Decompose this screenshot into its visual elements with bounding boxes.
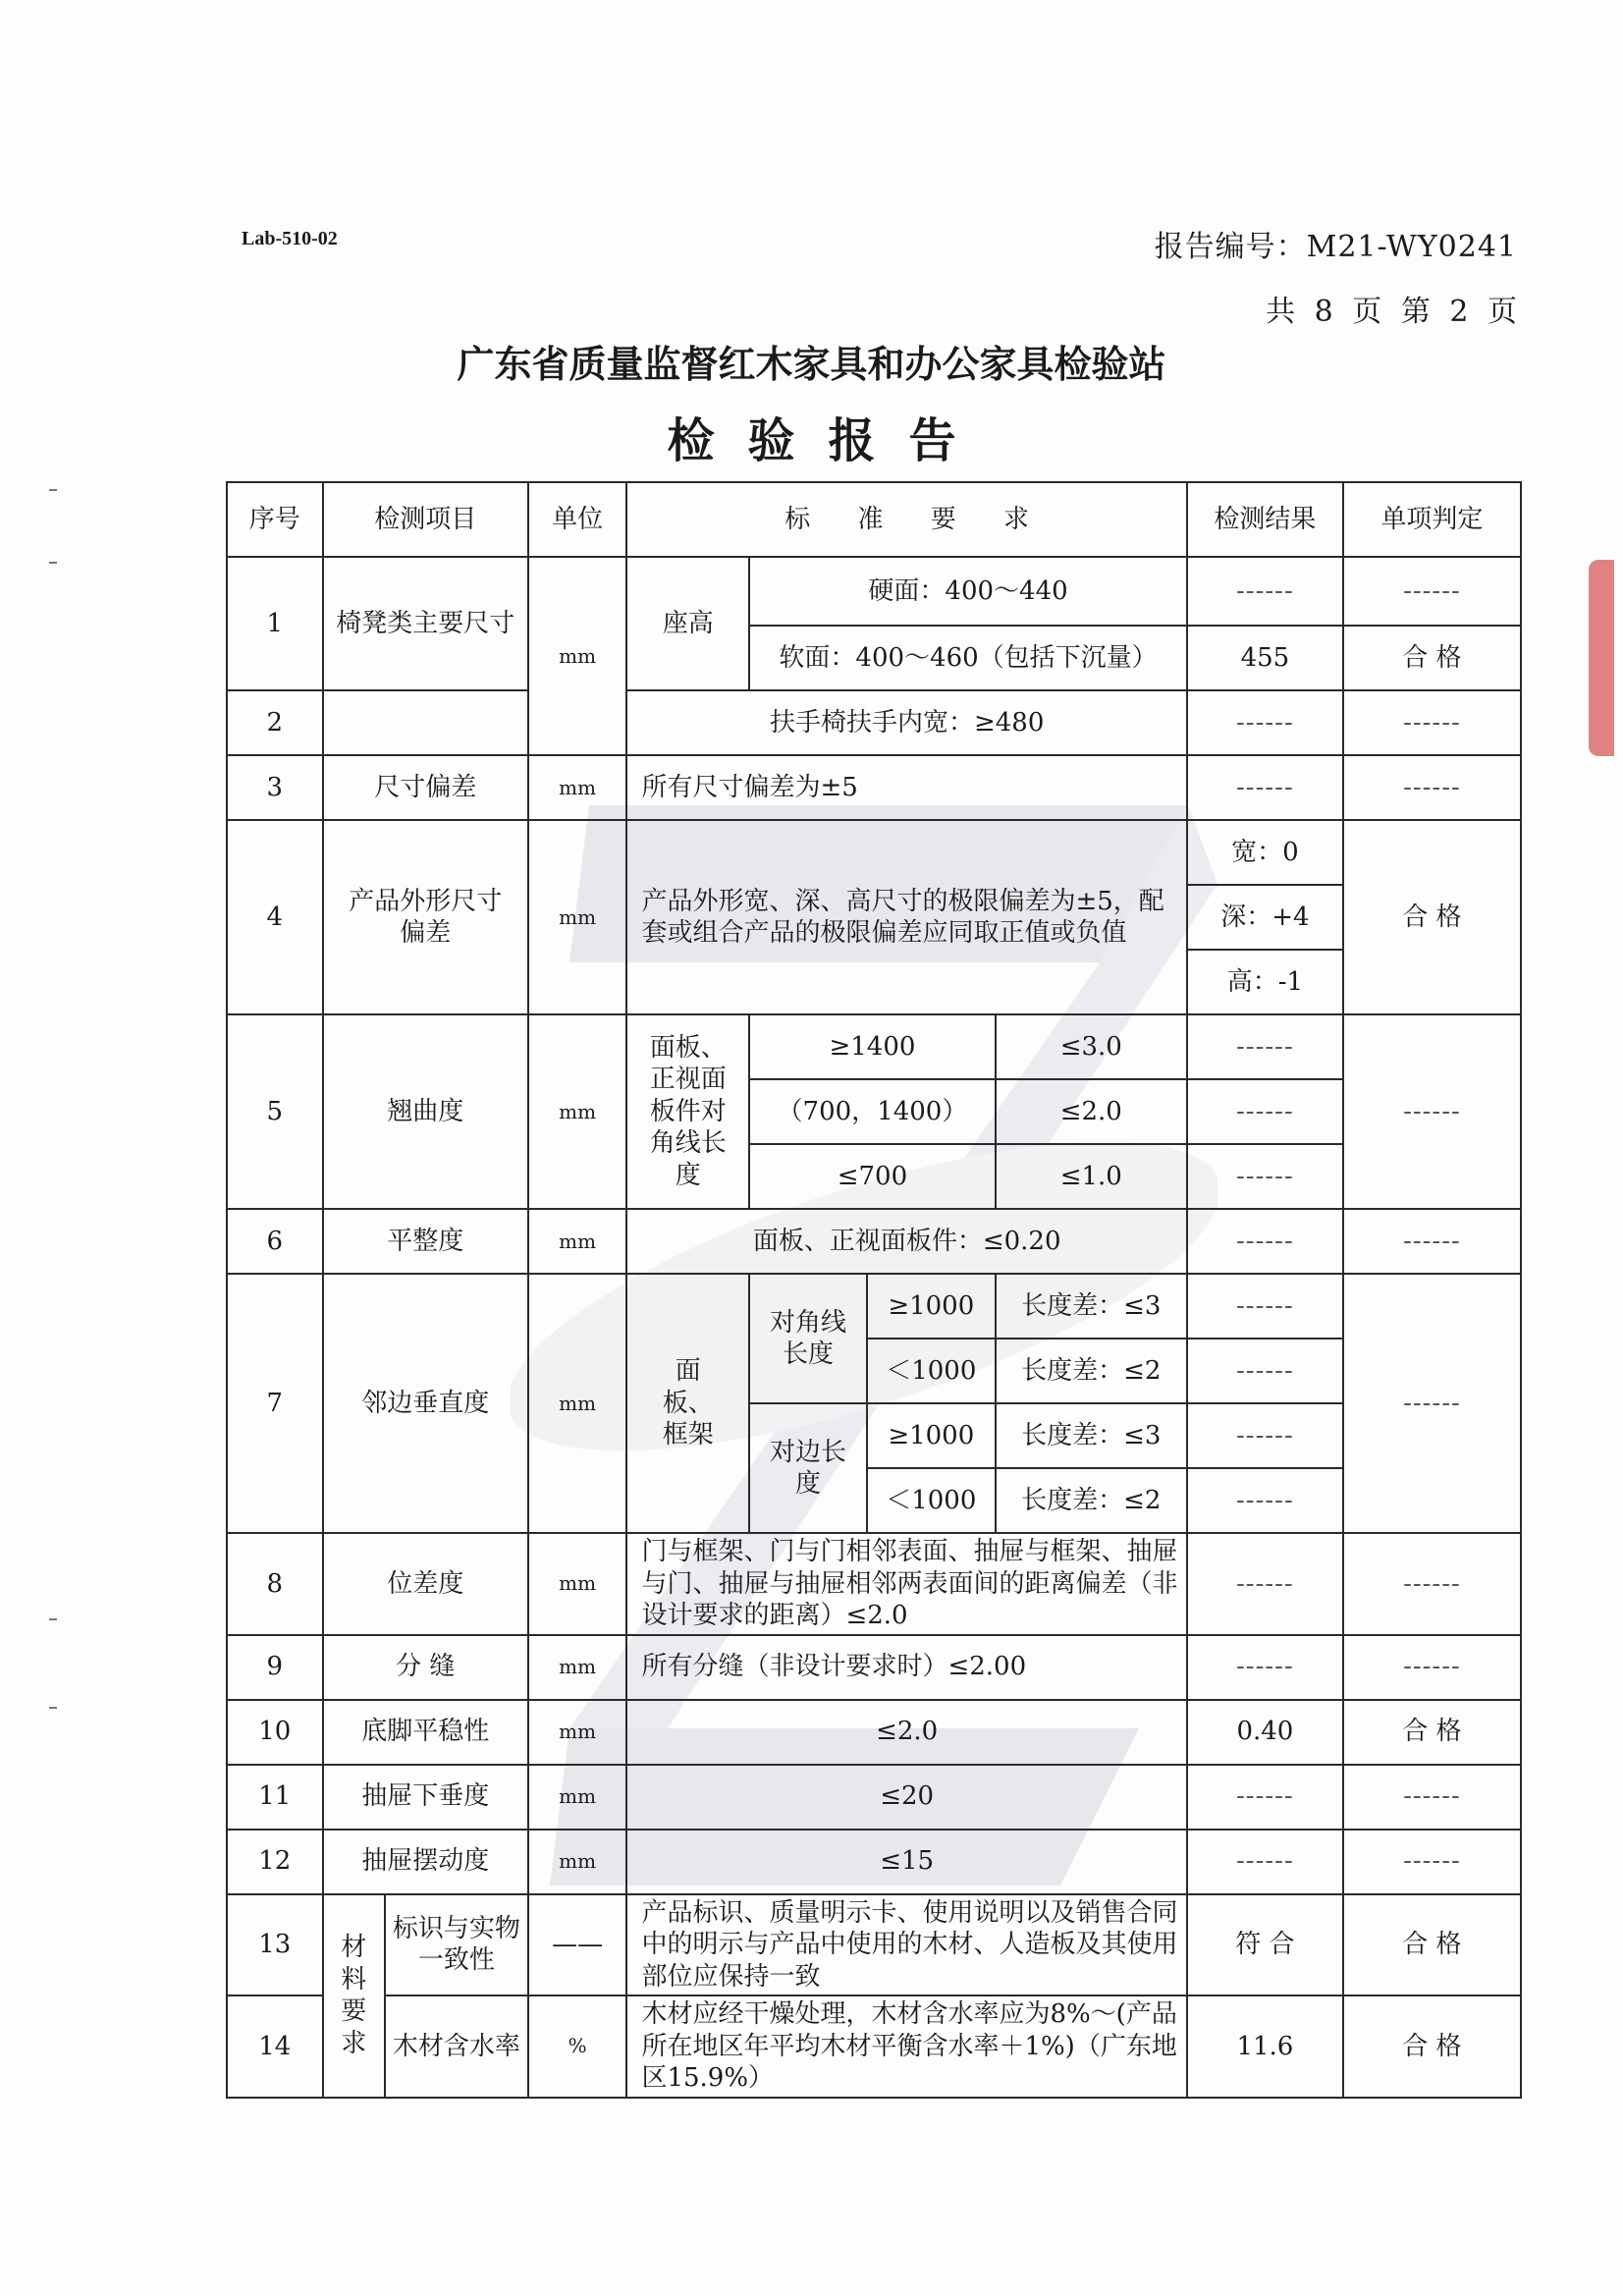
row-unit: mm bbox=[528, 1533, 627, 1635]
row-group: 面板、正视面板件对角线长度 bbox=[626, 1014, 749, 1209]
row-unit: mm bbox=[528, 1830, 627, 1894]
report-number: 报告编号：M21-WY0241 bbox=[1154, 230, 1517, 264]
row-unit: mm bbox=[528, 755, 627, 820]
organization-name: 广东省质量监督红木家具和办公家具检验站 bbox=[457, 343, 1166, 386]
col-requirement-header: 标 准 要 求 bbox=[626, 482, 1186, 557]
result-height: 高：-1 bbox=[1187, 950, 1343, 1014]
row-unit: mm bbox=[528, 1700, 627, 1765]
row-judgement: ------ bbox=[1343, 1274, 1521, 1533]
limit-value: 长度差：≤2 bbox=[996, 1339, 1187, 1403]
row-judgement: ------ bbox=[1343, 1635, 1521, 1700]
row-no: 6 bbox=[227, 1209, 323, 1274]
result-depth: 深：+4 bbox=[1187, 885, 1343, 950]
length-range: ＜1000 bbox=[867, 1468, 996, 1533]
row-requirement: 扶手椅扶手内宽：≥480 bbox=[626, 690, 1186, 755]
row-judgement: ------ bbox=[1343, 1014, 1521, 1209]
row-item: 翘曲度 bbox=[323, 1014, 528, 1209]
row-unit: mm bbox=[528, 1014, 627, 1209]
diagonal-label: 对角线长度 bbox=[749, 1274, 867, 1403]
row-result: ------ bbox=[1187, 1533, 1343, 1635]
row-no: 4 bbox=[227, 820, 323, 1014]
row-result: 11.6 bbox=[1187, 1995, 1343, 2098]
row-result: ------ bbox=[1187, 1403, 1343, 1468]
row-result: ------ bbox=[1187, 1144, 1343, 1209]
table-row bbox=[227, 1765, 1521, 1830]
row-unit: —— bbox=[528, 1894, 627, 1996]
row-requirement: 面板、正视面板件：≤0.20 bbox=[626, 1209, 1186, 1274]
row-result: ------ bbox=[1187, 1765, 1343, 1830]
col-result-header: 检测结果 bbox=[1187, 482, 1343, 557]
material-group: 材料要求 bbox=[323, 1894, 385, 2098]
limit-value: ≤1.0 bbox=[996, 1144, 1187, 1209]
row-judgement: ------ bbox=[1343, 1533, 1521, 1635]
table-row bbox=[227, 820, 1521, 885]
table-row bbox=[227, 1700, 1521, 1765]
row-requirement: 产品外形宽、深、高尺寸的极限偏差为±5，配套或组合产品的极限偏差应同取正值或负值 bbox=[626, 820, 1186, 1014]
row-requirement: 所有尺寸偏差为±5 bbox=[626, 755, 1186, 820]
row-unit: mm bbox=[528, 1274, 627, 1533]
limit-value: 长度差：≤3 bbox=[996, 1403, 1187, 1468]
row-requirement: ≤15 bbox=[626, 1830, 1186, 1894]
col-unit-header: 单位 bbox=[528, 482, 627, 557]
row-result: ------ bbox=[1187, 1468, 1343, 1533]
row-item: 木材含水率 bbox=[385, 1995, 528, 2098]
table-row bbox=[227, 755, 1521, 820]
row-no: 2 bbox=[227, 690, 323, 755]
scan-mark bbox=[49, 1618, 57, 1620]
limit-value: 长度差：≤3 bbox=[996, 1274, 1187, 1339]
row-item bbox=[323, 690, 528, 755]
row-no: 14 bbox=[227, 1995, 323, 2098]
row-item: 分 缝 bbox=[323, 1635, 528, 1700]
row-result: ------ bbox=[1187, 1635, 1343, 1700]
row-item: 标识与实物一致性 bbox=[385, 1894, 528, 1996]
limit-value: ≤2.0 bbox=[996, 1079, 1187, 1144]
row-judgement: ------ bbox=[1343, 1209, 1521, 1274]
row-no: 9 bbox=[227, 1635, 323, 1700]
row-judgement: ------ bbox=[1343, 1765, 1521, 1830]
col-item-header: 检测项目 bbox=[323, 482, 528, 557]
table-header-row bbox=[227, 482, 1521, 557]
row-unit: mm bbox=[528, 1209, 627, 1274]
length-range: （700，1400） bbox=[749, 1079, 996, 1144]
row-result: ------ bbox=[1187, 755, 1343, 820]
row-item: 平整度 bbox=[323, 1209, 528, 1274]
lab-code: Lab-510-02 bbox=[242, 228, 338, 249]
report-title: 检验报告 bbox=[667, 413, 990, 468]
row-requirement: ≤20 bbox=[626, 1765, 1186, 1830]
row-no: 12 bbox=[227, 1830, 323, 1894]
row-requirement: 所有分缝（非设计要求时）≤2.00 bbox=[626, 1635, 1186, 1700]
row-unit: mm bbox=[528, 557, 627, 755]
table-row bbox=[227, 1995, 1521, 2098]
row-judgement: 合 格 bbox=[1343, 1995, 1521, 2098]
row-item: 抽屉摆动度 bbox=[323, 1830, 528, 1894]
scan-mark bbox=[49, 1707, 57, 1709]
table-row bbox=[227, 1533, 1521, 1635]
opposite-side-label: 对边长度 bbox=[749, 1403, 867, 1533]
row-requirement: 门与框架、门与门相邻表面、抽屉与框架、抽屉与门、抽屉与抽屉相邻两表面间的距离偏差（非设计要求的距离）≤2.0 bbox=[626, 1533, 1186, 1635]
row-no: 13 bbox=[227, 1894, 323, 1996]
row-judgement: 合 格 bbox=[1343, 626, 1521, 690]
row-result: ------ bbox=[1187, 557, 1343, 626]
col-judgement-header: 单项判定 bbox=[1343, 482, 1521, 557]
row-requirement: 硬面：400～440 bbox=[749, 557, 1187, 626]
row-judgement: 合 格 bbox=[1343, 820, 1521, 1014]
row-no: 7 bbox=[227, 1274, 323, 1533]
limit-value: 长度差：≤2 bbox=[996, 1468, 1187, 1533]
row-item: 底脚平稳性 bbox=[323, 1700, 528, 1765]
row-requirement: ≤2.0 bbox=[626, 1700, 1186, 1765]
row-judgement: ------ bbox=[1343, 755, 1521, 820]
row-result: ------ bbox=[1187, 690, 1343, 755]
row-judgement: ------ bbox=[1343, 557, 1521, 626]
row-judgement: 合 格 bbox=[1343, 1894, 1521, 1996]
table-row bbox=[227, 1894, 1521, 1996]
row-item: 椅凳类主要尺寸 bbox=[323, 557, 528, 690]
row-unit: mm bbox=[528, 1635, 627, 1700]
row-result: 455 bbox=[1187, 626, 1343, 690]
row-no: 8 bbox=[227, 1533, 323, 1635]
row-unit: % bbox=[528, 1995, 627, 2098]
length-range: ≤700 bbox=[749, 1144, 996, 1209]
length-range: ＜1000 bbox=[867, 1339, 996, 1403]
row-judgement: ------ bbox=[1343, 1830, 1521, 1894]
row-result: ------ bbox=[1187, 1079, 1343, 1144]
col-no-header: 序号 bbox=[227, 482, 323, 557]
result-width: 宽：0 bbox=[1187, 820, 1343, 885]
row-no: 11 bbox=[227, 1765, 323, 1830]
row-result: 符 合 bbox=[1187, 1894, 1343, 1996]
row-no: 3 bbox=[227, 755, 323, 820]
table-row bbox=[227, 557, 1521, 626]
row-judgement: 合 格 bbox=[1343, 1700, 1521, 1765]
limit-value: ≤3.0 bbox=[996, 1014, 1187, 1079]
scan-mark bbox=[49, 562, 57, 564]
inspection-table bbox=[226, 481, 1522, 2099]
row-group: 面板、框架 bbox=[626, 1274, 749, 1533]
table-row bbox=[227, 690, 1521, 755]
row-group: 座高 bbox=[626, 557, 749, 690]
row-result: ------ bbox=[1187, 1830, 1343, 1894]
row-judgement: ------ bbox=[1343, 690, 1521, 755]
row-item: 尺寸偏差 bbox=[323, 755, 528, 820]
row-result: ------ bbox=[1187, 1339, 1343, 1403]
length-range: ≥1000 bbox=[867, 1403, 996, 1468]
page-info: 共 8 页 第 2 页 bbox=[1266, 295, 1517, 329]
row-unit: mm bbox=[528, 820, 627, 1014]
row-no: 10 bbox=[227, 1700, 323, 1765]
row-requirement: 软面：400～460（包括下沉量） bbox=[749, 626, 1187, 690]
row-no: 1 bbox=[227, 557, 323, 690]
table-row bbox=[227, 1209, 1521, 1274]
row-item: 抽屉下垂度 bbox=[323, 1765, 528, 1830]
row-item: 邻边垂直度 bbox=[323, 1274, 528, 1533]
table-row bbox=[227, 1830, 1521, 1894]
row-result: 0.40 bbox=[1187, 1700, 1343, 1765]
row-result: ------ bbox=[1187, 1274, 1343, 1339]
row-requirement: 产品标识、质量明示卡、使用说明以及销售合同中的明示与产品中使用的木材、人造板及其使用部位应保持一致 bbox=[626, 1894, 1186, 1996]
row-unit: mm bbox=[528, 1765, 627, 1830]
length-range: ≥1400 bbox=[749, 1014, 996, 1079]
row-result: ------ bbox=[1187, 1014, 1343, 1079]
row-item: 产品外形尺寸偏差 bbox=[323, 820, 528, 1014]
scan-mark bbox=[49, 489, 57, 491]
table-row bbox=[227, 1274, 1521, 1339]
row-result: ------ bbox=[1187, 1209, 1343, 1274]
row-requirement: 木材应经干燥处理，木材含水率应为8%～(产品所在地区年平均木材平衡含水率＋1%)（广东地区15.9%） bbox=[626, 1995, 1186, 2098]
row-no: 5 bbox=[227, 1014, 323, 1209]
row-item: 位差度 bbox=[323, 1533, 528, 1635]
red-seal-edge bbox=[1589, 560, 1614, 756]
table-row bbox=[227, 1014, 1521, 1079]
table-row bbox=[227, 1635, 1521, 1700]
length-range: ≥1000 bbox=[867, 1274, 996, 1339]
